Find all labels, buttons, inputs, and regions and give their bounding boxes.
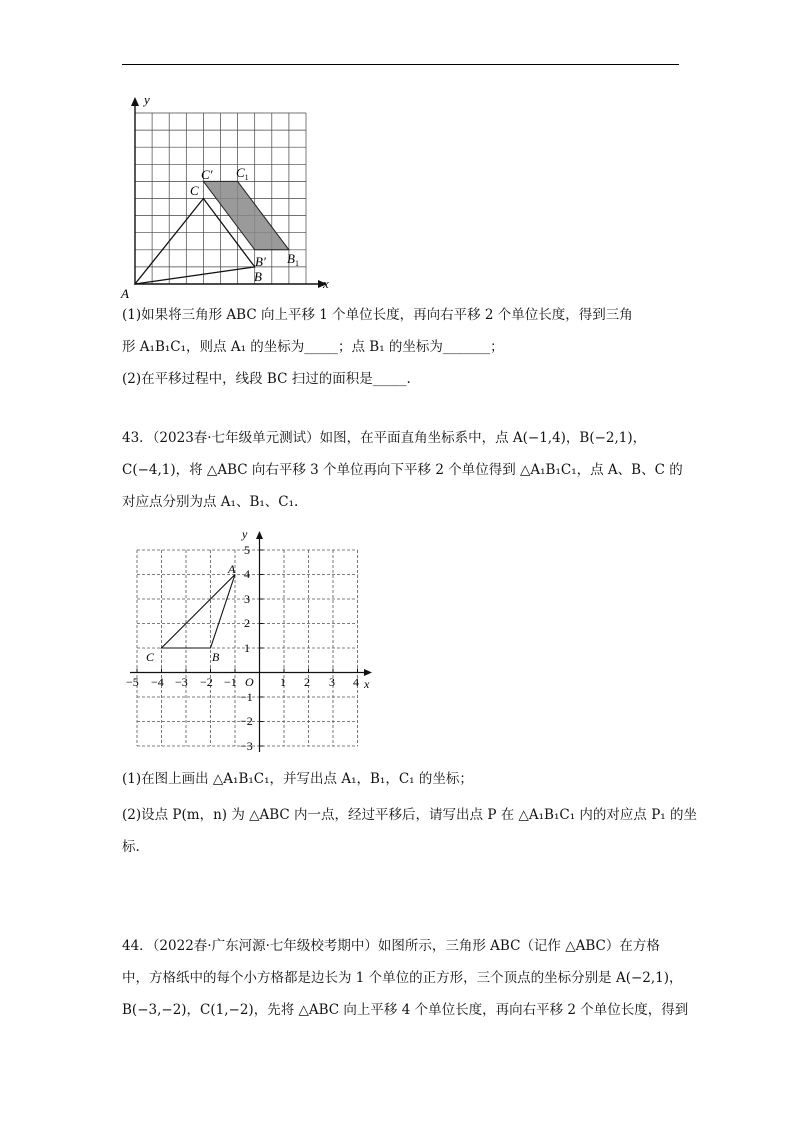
x-tick-label: 2 (304, 675, 310, 689)
y-tick-label: −2 (240, 714, 253, 728)
y-axis-label: y (144, 92, 150, 107)
q43-line1: 43．（2023春·七年级单元测试）如图，在平面直角坐标系中，点 A(−1,4)，B(−2,1)， (122, 430, 647, 446)
x-axis-label: x (364, 677, 370, 691)
label-c1-main: C (236, 165, 245, 180)
q42-part1-line2: 形 A₁B₁C₁，则点 A₁ 的坐标为_____；点 B₁ 的坐标为_______； (122, 339, 504, 355)
x-axis-label: x (323, 276, 329, 291)
q43-part2-line1: (2)设点 P(m，n) 为 △ABC 内一点，经过平移后，请写出点 P 在 △A₁B₁C₁ 内的对应点 P₁ 的坐 (122, 807, 697, 823)
y-tick-label: −1 (240, 690, 253, 704)
origin-label: O (245, 675, 254, 689)
label-b: B (212, 650, 220, 664)
label-b1-sub: 1 (294, 259, 299, 268)
x-tick-label: −3 (175, 675, 188, 689)
label-c: C (190, 183, 199, 198)
q42-part1-line1: (1)如果将三角形 ABC 向上平移 1 个单位长度，再向右平移 2 个单位长度，得到三角 (122, 307, 633, 323)
q43-line3: 对应点分别为点 A₁、B₁、C₁. (122, 494, 299, 510)
y-tick-label: −3 (240, 739, 253, 753)
triangle-abc (162, 575, 236, 649)
label-c: C (146, 650, 155, 664)
q44-line3: B(−3,−2)，C(1,−2)，先将 △ABC 向上平移 4 个单位长度，再向右平移 2 个单位长度，得到 (122, 1002, 689, 1018)
y-axis-arrow (131, 97, 139, 106)
x-axis-arrow (364, 669, 372, 676)
label-a: A (228, 562, 236, 576)
q43-line2: C(−4,1)，将 △ABC 向右平移 3 个单位再向下平移 2 个单位得到 △A₁B₁C₁，点 A、B、C 的 (122, 462, 683, 478)
y-axis-arrow (256, 531, 263, 539)
q43-part1: (1)在图上画出 △A₁B₁C₁，并写出点 A₁，B₁，C₁ 的坐标； (122, 771, 473, 787)
y-tick-label: 3 (244, 592, 250, 606)
label-b1 (287, 251, 299, 268)
y-tick-label: 4 (244, 567, 250, 581)
label-b1-main: B (287, 251, 295, 266)
figure-2-coordinate-plane (122, 522, 380, 754)
x-tick-label: 1 (280, 675, 286, 689)
label-c1-sub: 1 (244, 173, 249, 182)
figure-1-grid (115, 88, 340, 303)
q44-line1: 44．（2022春·广东河源·七年级校考期中）如图所示，三角形 ABC（记作 △ABC）在方格 (122, 938, 660, 954)
label-a: A (121, 286, 129, 301)
q42-part2: (2)在平移过程中，线段 BC 扫过的面积是_____. (122, 371, 411, 387)
label-c1 (236, 165, 249, 182)
x-tick-label: 3 (329, 675, 335, 689)
x-tick-label: −4 (151, 675, 164, 689)
q43-part2-line2: 标. (122, 839, 140, 855)
y-tick-label: 2 (244, 616, 250, 630)
x-tick-label: −2 (200, 675, 213, 689)
label-b: B (254, 269, 262, 284)
x-tick-label: 4 (353, 675, 359, 689)
header-rule (122, 64, 679, 65)
x-tick-label: −5 (126, 675, 139, 689)
y-tick-label: 5 (244, 543, 250, 557)
label-b-prime: B′ (255, 254, 266, 269)
q44-line2: 中，方格纸中的每个小方格都是边长为 1 个单位的正方形，三个顶点的坐标分别是 A(−2,1)， (122, 970, 683, 986)
x-tick-label: −1 (224, 675, 237, 689)
label-c-prime: C′ (201, 167, 213, 182)
y-tick-label: 1 (244, 641, 250, 655)
y-axis-label: y (242, 527, 248, 541)
